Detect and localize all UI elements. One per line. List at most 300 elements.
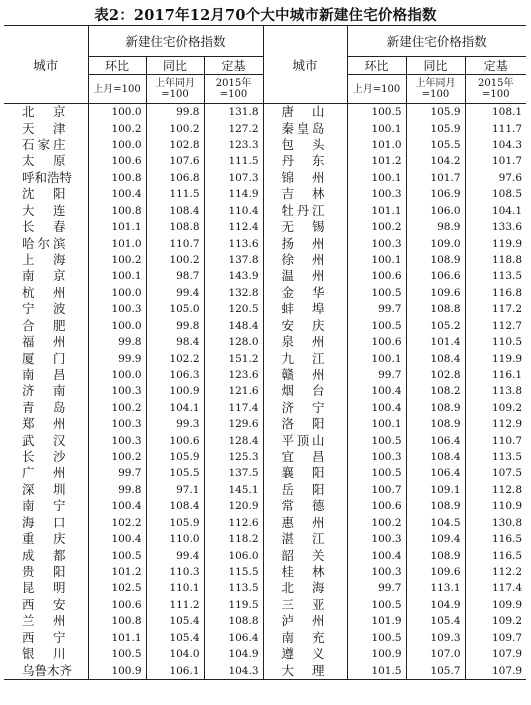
left-mom-value: 99.8 bbox=[88, 482, 146, 498]
left-base-value: 129.6 bbox=[204, 416, 263, 432]
left-mom-value: 100.3 bbox=[88, 416, 146, 432]
right-base-value: 108.1 bbox=[465, 104, 526, 121]
left-mom-value: 100.4 bbox=[88, 186, 146, 202]
right-city: 北海 bbox=[263, 580, 347, 596]
left-city: 合肥 bbox=[22, 317, 66, 333]
col-mom-left: 环比 bbox=[88, 57, 146, 75]
right-city: 襄阳 bbox=[263, 465, 347, 481]
table-row bbox=[4, 367, 526, 383]
left-city: 广州 bbox=[22, 465, 66, 481]
unit-base-right: 2015年=100 bbox=[465, 75, 526, 104]
left-mom-value: 100.0 bbox=[88, 104, 146, 121]
right-city: 韶关 bbox=[263, 547, 347, 563]
right-yoy-value: 109.6 bbox=[406, 285, 465, 301]
left-base-value: 132.8 bbox=[204, 285, 263, 301]
left-mom-value: 101.1 bbox=[88, 630, 146, 646]
right-mom-value: 101.1 bbox=[347, 203, 406, 219]
left-city: 沈阳 bbox=[22, 186, 66, 202]
right-city: 济宁 bbox=[263, 400, 347, 416]
right-base-value: 110.5 bbox=[465, 334, 526, 350]
right-city: 大理 bbox=[263, 662, 347, 679]
table-row bbox=[4, 235, 526, 251]
right-yoy-value: 106.6 bbox=[406, 268, 465, 284]
right-base-value: 97.6 bbox=[465, 170, 526, 186]
right-base-value: 104.1 bbox=[465, 203, 526, 219]
right-city: 平顶山 bbox=[263, 432, 347, 448]
right-base-value: 113.5 bbox=[465, 449, 526, 465]
left-city: 南宁 bbox=[22, 498, 66, 514]
group-header-right: 新建住宅价格指数 bbox=[347, 26, 526, 57]
city-header-right: 城市 bbox=[263, 26, 347, 104]
right-base-value: 109.7 bbox=[465, 630, 526, 646]
left-yoy-value: 110.7 bbox=[146, 235, 204, 251]
right-city: 无锡 bbox=[263, 219, 347, 235]
right-yoy-value: 104.2 bbox=[406, 153, 465, 169]
left-city: 济南 bbox=[22, 383, 66, 399]
left-base-value: 113.6 bbox=[204, 235, 263, 251]
right-base-value: 104.3 bbox=[465, 137, 526, 153]
left-city: 西安 bbox=[22, 596, 66, 612]
table-row bbox=[4, 350, 526, 366]
right-yoy-value: 108.9 bbox=[406, 252, 465, 268]
left-base-value: 123.6 bbox=[204, 367, 263, 383]
table-row bbox=[4, 580, 526, 596]
table-row bbox=[4, 252, 526, 268]
unit-base-left: 2015年=100 bbox=[204, 75, 263, 104]
left-base-value: 108.8 bbox=[204, 613, 263, 629]
left-city: 大连 bbox=[22, 202, 66, 218]
right-city: 温州 bbox=[263, 268, 347, 284]
right-base-value: 109.9 bbox=[465, 597, 526, 613]
left-base-value: 114.9 bbox=[204, 186, 263, 202]
left-base-value: 104.9 bbox=[204, 646, 263, 662]
left-mom-value: 102.2 bbox=[88, 515, 146, 531]
right-base-value: 112.7 bbox=[465, 317, 526, 333]
right-city: 秦皇岛 bbox=[263, 120, 347, 136]
right-city: 徐州 bbox=[263, 252, 347, 268]
right-mom-value: 100.2 bbox=[347, 219, 406, 235]
table-row bbox=[4, 646, 526, 662]
table-row bbox=[4, 186, 526, 202]
right-mom-value: 100.1 bbox=[347, 416, 406, 432]
right-city: 丹东 bbox=[263, 153, 347, 169]
left-base-value: 112.6 bbox=[204, 515, 263, 531]
right-mom-value: 100.6 bbox=[347, 268, 406, 284]
left-base-value: 123.3 bbox=[204, 137, 263, 153]
left-base-value: 120.5 bbox=[204, 301, 263, 317]
right-mom-value: 100.4 bbox=[347, 383, 406, 399]
right-city: 蚌埠 bbox=[263, 301, 347, 317]
right-base-value: 119.9 bbox=[465, 350, 526, 366]
right-yoy-value: 108.2 bbox=[406, 383, 465, 399]
left-yoy-value: 98.7 bbox=[146, 268, 204, 284]
table-title: 表2：2017年12月70个大中城市新建住宅价格指数 bbox=[94, 7, 437, 24]
left-city: 杭州 bbox=[22, 284, 66, 300]
table-row bbox=[4, 465, 526, 481]
right-mom-value: 100.1 bbox=[347, 120, 406, 136]
right-city: 安庆 bbox=[263, 317, 347, 333]
right-yoy-value: 105.9 bbox=[406, 120, 465, 136]
right-base-value: 113.5 bbox=[465, 268, 526, 284]
left-base-value: 151.2 bbox=[204, 350, 263, 366]
left-mom-value: 100.0 bbox=[88, 285, 146, 301]
left-city: 厦门 bbox=[22, 350, 66, 366]
right-city: 洛阳 bbox=[263, 416, 347, 432]
left-city: 太原 bbox=[22, 153, 66, 169]
left-mom-value: 99.8 bbox=[88, 334, 146, 350]
left-mom-value: 100.4 bbox=[88, 531, 146, 547]
left-base-value: 119.5 bbox=[204, 597, 263, 613]
table-row bbox=[4, 104, 526, 121]
right-base-value: 108.5 bbox=[465, 186, 526, 202]
left-city: 上海 bbox=[22, 252, 66, 267]
right-base-value: 112.8 bbox=[465, 482, 526, 498]
unit-mom-left: 上月=100 bbox=[88, 75, 146, 104]
right-city: 金华 bbox=[263, 285, 347, 301]
right-mom-value: 100.7 bbox=[347, 482, 406, 498]
table-row bbox=[4, 597, 526, 613]
table-row bbox=[4, 137, 526, 153]
right-mom-value: 100.5 bbox=[347, 317, 406, 333]
right-base-value: 116.5 bbox=[465, 531, 526, 547]
left-yoy-value: 100.2 bbox=[146, 252, 204, 268]
right-city: 赣州 bbox=[263, 367, 347, 383]
left-city: 银川 bbox=[22, 646, 66, 662]
right-city: 包头 bbox=[263, 137, 347, 153]
unit-yoy-right: 上年同月=100 bbox=[406, 75, 465, 104]
right-base-value: 107.9 bbox=[465, 646, 526, 662]
table-row bbox=[4, 120, 526, 136]
table-row bbox=[4, 317, 526, 333]
col-base-right: 定基 bbox=[465, 57, 526, 75]
right-mom-value: 100.3 bbox=[347, 449, 406, 465]
left-base-value: 104.3 bbox=[204, 662, 263, 679]
table-row bbox=[4, 432, 526, 448]
group-header-left: 新建住宅价格指数 bbox=[88, 26, 263, 57]
right-mom-value: 101.0 bbox=[347, 137, 406, 153]
left-base-value: 111.5 bbox=[204, 153, 263, 169]
right-yoy-value: 104.5 bbox=[406, 515, 465, 531]
right-yoy-value: 108.9 bbox=[406, 498, 465, 514]
unit-yoy-left: 上年同月=100 bbox=[146, 75, 204, 104]
left-mom-value: 100.8 bbox=[88, 613, 146, 629]
left-yoy-value: 108.8 bbox=[146, 219, 204, 235]
left-yoy-value: 110.0 bbox=[146, 531, 204, 547]
left-yoy-value: 100.9 bbox=[146, 383, 204, 399]
right-mom-value: 101.2 bbox=[347, 153, 406, 169]
left-yoy-value: 105.4 bbox=[146, 630, 204, 646]
left-mom-value: 101.2 bbox=[88, 564, 146, 580]
left-city: 宁波 bbox=[22, 301, 66, 317]
right-base-value: 107.9 bbox=[465, 662, 526, 679]
right-base-value: 116.1 bbox=[465, 367, 526, 383]
table-row bbox=[4, 268, 526, 284]
right-city: 桂林 bbox=[263, 564, 347, 580]
right-mom-value: 100.4 bbox=[347, 400, 406, 416]
right-yoy-value: 109.1 bbox=[406, 482, 465, 498]
left-yoy-value: 107.6 bbox=[146, 153, 204, 169]
table-body bbox=[4, 104, 526, 680]
left-city: 贵阳 bbox=[22, 564, 66, 580]
left-yoy-value: 111.5 bbox=[146, 186, 204, 202]
left-city: 兰州 bbox=[22, 613, 66, 629]
right-yoy-value: 106.4 bbox=[406, 465, 465, 481]
right-base-value: 110.9 bbox=[465, 498, 526, 514]
left-mom-value: 100.2 bbox=[88, 252, 146, 268]
right-mom-value: 100.9 bbox=[347, 646, 406, 662]
right-yoy-value: 98.9 bbox=[406, 219, 465, 235]
right-city: 唐山 bbox=[263, 104, 347, 121]
right-mom-value: 100.5 bbox=[347, 432, 406, 448]
right-city: 扬州 bbox=[263, 235, 347, 251]
city-header-left: 城市 bbox=[4, 26, 88, 104]
right-base-value: 110.7 bbox=[465, 432, 526, 448]
left-mom-value: 100.0 bbox=[88, 367, 146, 383]
left-mom-value: 100.2 bbox=[88, 449, 146, 465]
right-yoy-value: 108.9 bbox=[406, 416, 465, 432]
left-city: 重庆 bbox=[22, 531, 66, 547]
right-mom-value: 100.1 bbox=[347, 170, 406, 186]
right-city: 烟台 bbox=[263, 383, 347, 399]
right-yoy-value: 104.9 bbox=[406, 597, 465, 613]
left-mom-value: 100.6 bbox=[88, 597, 146, 613]
right-yoy-value: 109.4 bbox=[406, 531, 465, 547]
left-mom-value: 100.8 bbox=[88, 170, 146, 186]
left-mom-value: 99.9 bbox=[88, 350, 146, 366]
left-mom-value: 100.3 bbox=[88, 383, 146, 399]
table-row bbox=[4, 170, 526, 186]
right-mom-value: 100.3 bbox=[347, 186, 406, 202]
right-city: 九江 bbox=[263, 350, 347, 366]
right-yoy-value: 107.0 bbox=[406, 646, 465, 662]
right-base-value: 113.8 bbox=[465, 383, 526, 399]
left-city: 深圳 bbox=[22, 481, 66, 497]
table-row bbox=[4, 482, 526, 498]
left-mom-value: 100.1 bbox=[88, 268, 146, 284]
left-yoy-value: 99.4 bbox=[146, 547, 204, 563]
right-yoy-value: 101.4 bbox=[406, 334, 465, 350]
right-mom-value: 99.7 bbox=[347, 580, 406, 596]
right-yoy-value: 109.3 bbox=[406, 630, 465, 646]
left-base-value: 137.5 bbox=[204, 465, 263, 481]
right-base-value: 107.5 bbox=[465, 465, 526, 481]
right-base-value: 117.2 bbox=[465, 301, 526, 317]
right-city: 常德 bbox=[263, 498, 347, 514]
right-mom-value: 100.3 bbox=[347, 531, 406, 547]
right-yoy-value: 105.5 bbox=[406, 137, 465, 153]
left-yoy-value: 99.8 bbox=[146, 317, 204, 333]
left-city: 北京 bbox=[22, 104, 66, 120]
left-yoy-value: 99.8 bbox=[146, 104, 204, 121]
left-base-value: 145.1 bbox=[204, 482, 263, 498]
left-mom-value: 99.7 bbox=[88, 465, 146, 481]
left-base-value: 112.4 bbox=[204, 219, 263, 235]
right-mom-value: 101.5 bbox=[347, 662, 406, 679]
left-yoy-value: 105.4 bbox=[146, 613, 204, 629]
left-yoy-value: 100.6 bbox=[146, 432, 204, 448]
right-mom-value: 100.6 bbox=[347, 498, 406, 514]
left-city: 乌鲁木齐 bbox=[4, 662, 88, 679]
left-yoy-value: 105.0 bbox=[146, 301, 204, 317]
left-yoy-value: 105.9 bbox=[146, 449, 204, 465]
left-city: 郑州 bbox=[22, 416, 66, 432]
left-yoy-value: 110.3 bbox=[146, 564, 204, 580]
right-city: 泸州 bbox=[263, 613, 347, 629]
table-row bbox=[4, 662, 526, 679]
right-yoy-value: 108.9 bbox=[406, 547, 465, 563]
left-city: 南京 bbox=[22, 268, 66, 284]
right-mom-value: 100.5 bbox=[347, 597, 406, 613]
left-city: 哈尔滨 bbox=[22, 235, 66, 251]
right-mom-value: 100.6 bbox=[347, 334, 406, 350]
left-base-value: 113.5 bbox=[204, 580, 263, 596]
left-yoy-value: 99.3 bbox=[146, 416, 204, 432]
right-yoy-value: 108.4 bbox=[406, 449, 465, 465]
table-row bbox=[4, 383, 526, 399]
left-mom-value: 100.3 bbox=[88, 301, 146, 317]
table-row bbox=[4, 301, 526, 317]
right-base-value: 117.4 bbox=[465, 580, 526, 596]
table-row bbox=[4, 547, 526, 563]
left-yoy-value: 98.4 bbox=[146, 334, 204, 350]
left-yoy-value: 104.1 bbox=[146, 400, 204, 416]
left-base-value: 143.9 bbox=[204, 268, 263, 284]
table-row bbox=[4, 630, 526, 646]
left-yoy-value: 108.4 bbox=[146, 203, 204, 219]
left-city: 青岛 bbox=[22, 399, 66, 415]
left-base-value: 106.4 bbox=[204, 630, 263, 646]
right-base-value: 119.9 bbox=[465, 235, 526, 251]
left-base-value: 148.4 bbox=[204, 317, 263, 333]
left-mom-value: 100.2 bbox=[88, 400, 146, 416]
left-yoy-value: 105.5 bbox=[146, 465, 204, 481]
right-city: 岳阳 bbox=[263, 482, 347, 498]
table-row bbox=[4, 498, 526, 514]
table-row bbox=[4, 416, 526, 432]
left-city: 福州 bbox=[22, 334, 66, 350]
col-yoy-right: 同比 bbox=[406, 57, 465, 75]
left-mom-value: 102.5 bbox=[88, 580, 146, 596]
left-base-value: 117.4 bbox=[204, 400, 263, 416]
right-base-value: 116.8 bbox=[465, 285, 526, 301]
left-mom-value: 100.0 bbox=[88, 317, 146, 333]
left-mom-value: 101.1 bbox=[88, 219, 146, 235]
table-row bbox=[4, 515, 526, 531]
left-mom-value: 100.6 bbox=[88, 153, 146, 169]
left-city: 西宁 bbox=[22, 629, 66, 645]
left-city: 成都 bbox=[22, 547, 66, 563]
left-base-value: 128.4 bbox=[204, 432, 263, 448]
right-base-value: 130.8 bbox=[465, 515, 526, 531]
right-yoy-value: 105.4 bbox=[406, 613, 465, 629]
left-city: 天津 bbox=[22, 120, 66, 136]
right-base-value: 133.6 bbox=[465, 219, 526, 235]
table-row bbox=[4, 153, 526, 169]
right-mom-value: 100.1 bbox=[347, 350, 406, 366]
left-base-value: 106.0 bbox=[204, 547, 263, 563]
left-yoy-value: 97.1 bbox=[146, 482, 204, 498]
left-mom-value: 100.5 bbox=[88, 646, 146, 662]
table-row bbox=[4, 531, 526, 547]
right-base-value: 109.2 bbox=[465, 400, 526, 416]
right-city: 锦州 bbox=[263, 170, 347, 186]
right-mom-value: 100.5 bbox=[347, 465, 406, 481]
left-base-value: 120.9 bbox=[204, 498, 263, 514]
left-city: 石家庄 bbox=[22, 137, 66, 153]
table-row bbox=[4, 285, 526, 301]
left-mom-value: 100.0 bbox=[88, 137, 146, 153]
right-base-value: 118.8 bbox=[465, 252, 526, 268]
left-yoy-value: 99.4 bbox=[146, 285, 204, 301]
table-row bbox=[4, 449, 526, 465]
left-mom-value: 100.8 bbox=[88, 203, 146, 219]
left-yoy-value: 102.2 bbox=[146, 350, 204, 366]
left-mom-value: 100.4 bbox=[88, 498, 146, 514]
right-yoy-value: 106.9 bbox=[406, 186, 465, 202]
right-mom-value: 100.5 bbox=[347, 630, 406, 646]
left-base-value: 137.8 bbox=[204, 252, 263, 268]
right-mom-value: 100.3 bbox=[347, 235, 406, 251]
left-base-value: 118.2 bbox=[204, 531, 263, 547]
right-yoy-value: 113.1 bbox=[406, 580, 465, 596]
right-city: 泉州 bbox=[263, 334, 347, 350]
table-row bbox=[4, 219, 526, 235]
right-yoy-value: 102.8 bbox=[406, 367, 465, 383]
left-yoy-value: 111.2 bbox=[146, 597, 204, 613]
left-mom-value: 100.5 bbox=[88, 547, 146, 563]
left-mom-value: 100.3 bbox=[88, 432, 146, 448]
price-index-table bbox=[4, 25, 526, 680]
right-yoy-value: 108.4 bbox=[406, 350, 465, 366]
left-city: 昆明 bbox=[22, 580, 66, 596]
left-yoy-value: 106.3 bbox=[146, 367, 204, 383]
right-yoy-value: 108.8 bbox=[406, 301, 465, 317]
right-yoy-value: 108.9 bbox=[406, 400, 465, 416]
col-mom-right: 环比 bbox=[347, 57, 406, 75]
right-mom-value: 99.7 bbox=[347, 367, 406, 383]
left-mom-value: 100.2 bbox=[88, 120, 146, 136]
right-mom-value: 99.7 bbox=[347, 301, 406, 317]
left-yoy-value: 110.1 bbox=[146, 580, 204, 596]
table-row bbox=[4, 400, 526, 416]
left-base-value: 131.8 bbox=[204, 104, 263, 121]
left-base-value: 115.5 bbox=[204, 564, 263, 580]
left-city: 海口 bbox=[22, 514, 66, 530]
left-city: 长春 bbox=[22, 219, 66, 235]
left-city: 南昌 bbox=[22, 366, 66, 382]
right-mom-value: 100.5 bbox=[347, 104, 406, 121]
right-mom-value: 100.5 bbox=[347, 285, 406, 301]
right-city: 湛江 bbox=[263, 531, 347, 547]
right-base-value: 112.9 bbox=[465, 416, 526, 432]
right-yoy-value: 105.2 bbox=[406, 317, 465, 333]
right-city: 遵义 bbox=[263, 646, 347, 662]
right-mom-value: 100.3 bbox=[347, 564, 406, 580]
right-mom-value: 100.2 bbox=[347, 515, 406, 531]
right-base-value: 101.7 bbox=[465, 153, 526, 169]
left-yoy-value: 108.4 bbox=[146, 498, 204, 514]
right-yoy-value: 106.0 bbox=[406, 203, 465, 219]
left-city: 长沙 bbox=[22, 449, 66, 465]
unit-mom-right: 上月=100 bbox=[347, 75, 406, 104]
left-base-value: 110.4 bbox=[204, 203, 263, 219]
right-mom-value: 101.9 bbox=[347, 613, 406, 629]
left-yoy-value: 102.8 bbox=[146, 137, 204, 153]
right-base-value: 112.2 bbox=[465, 564, 526, 580]
left-city: 呼和浩特 bbox=[22, 169, 73, 185]
left-mom-value: 100.9 bbox=[88, 662, 146, 679]
col-base-left: 定基 bbox=[204, 57, 263, 75]
